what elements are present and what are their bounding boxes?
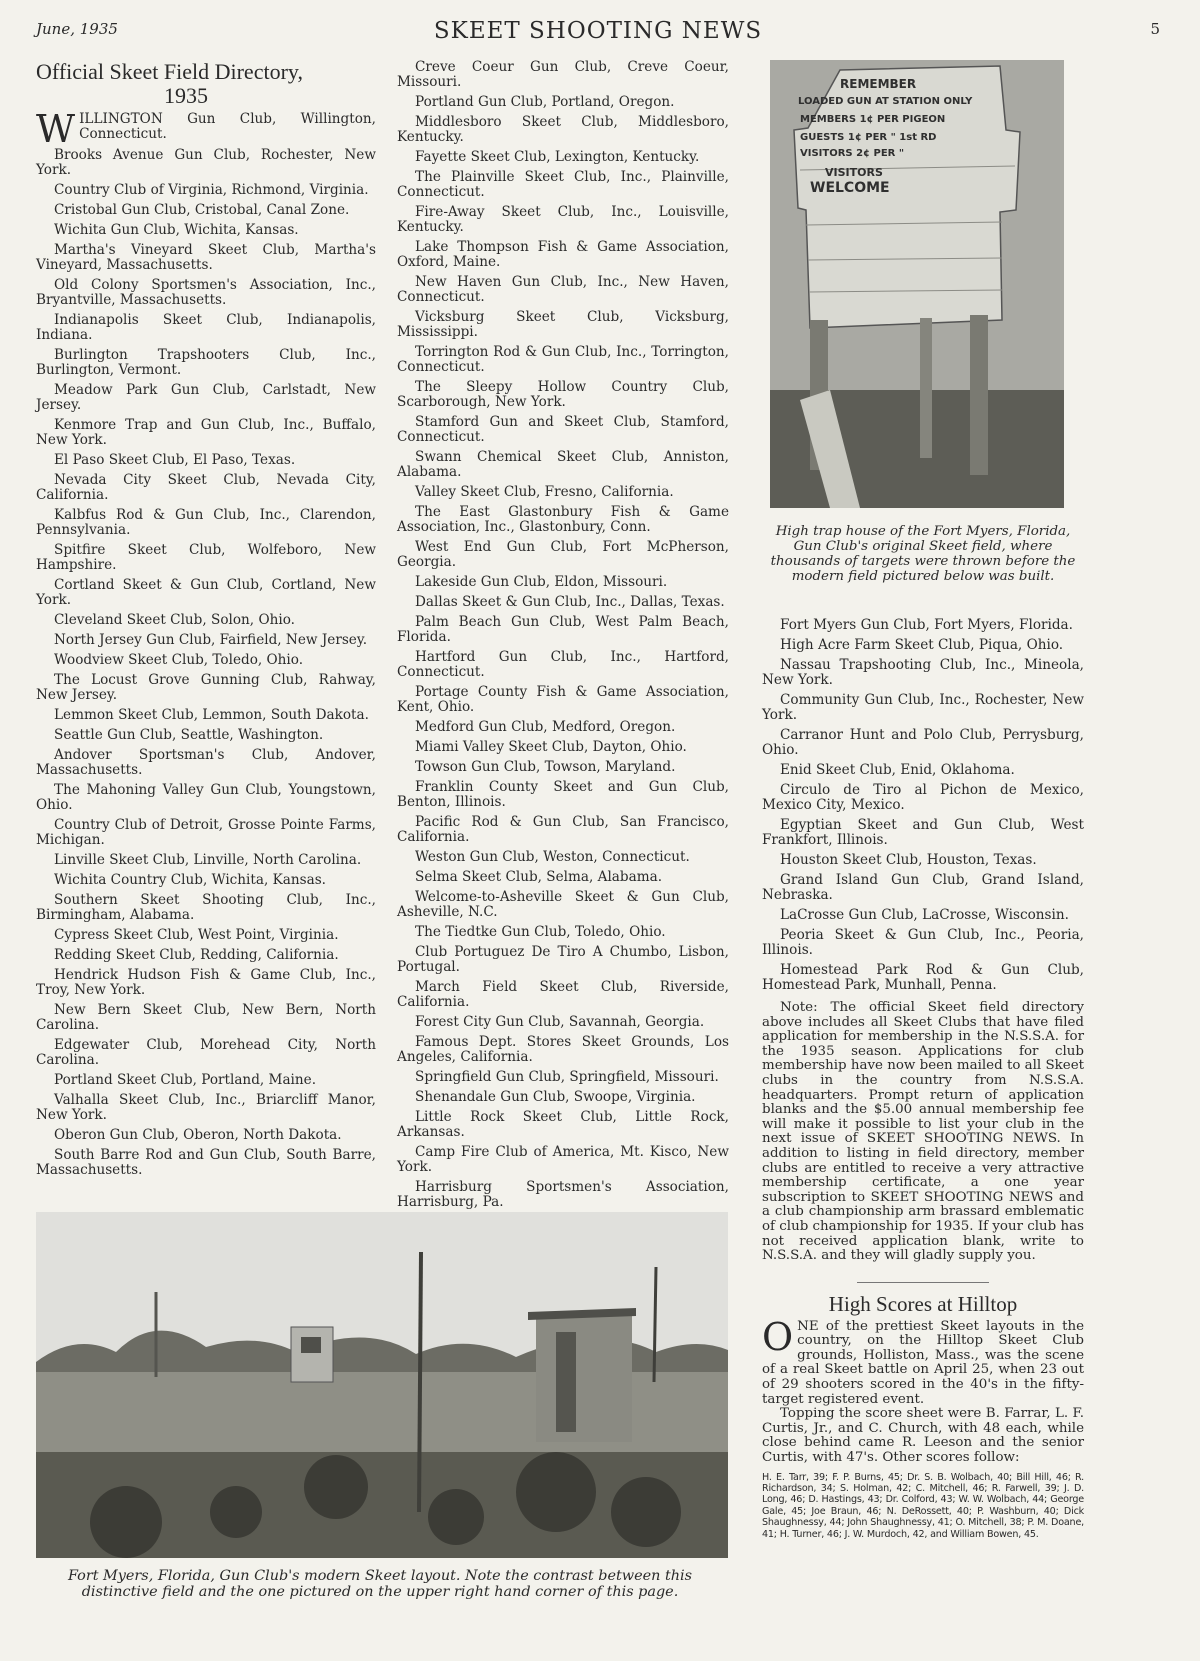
directory-entry: Selma Skeet Club, Selma, Alabama. (415, 869, 663, 885)
directory-entry: The Tiedtke Gun Club, Toledo, Ohio. (415, 924, 666, 940)
directory-entry: The Locust Grove Gunning Club, Rahway, New Jersey. (36, 672, 376, 703)
sign-line-4: GUESTS 1¢ PER " 1st RD (800, 132, 937, 143)
directory-entry: The Mahoning Valley Gun Club, Youngstown, Ohio. (36, 782, 376, 813)
directory-entry: Valley Skeet Club, Fresno, California. (415, 484, 674, 500)
directory-entry: Medford Gun Club, Medford, Oregon. (415, 719, 676, 735)
high-scores-title: High Scores at Hilltop (828, 1291, 1018, 1316)
directory-entry: El Paso Skeet Club, El Paso, Texas. (54, 452, 296, 468)
directory-entry: Burlington Trapshooters Club, Inc., Burlington, Vermont. (36, 347, 376, 378)
directory-entry: Welcome-to-Asheville Skeet & Gun Club, Asheville, N.C. (397, 889, 729, 920)
high-scores-paragraph-1 (762, 1314, 1084, 1408)
directory-entry: Hartford Gun Club, Inc., Hartford, Connecticut. (397, 649, 729, 680)
directory-entry: Cortland Skeet & Gun Club, Cortland, New York. (36, 577, 376, 608)
sign-line-6: VISITORS (825, 166, 883, 179)
directory-entry: Redding Skeet Club, Redding, California. (54, 947, 339, 963)
directory-entry: Southern Skeet Shooting Club, Inc., Birmingham, Alabama. (36, 892, 376, 923)
skeet-layout-caption-line-1: Fort Myers, Florida, Gun Club's modern Skeet layout. Note the contrast between this (67, 1568, 693, 1584)
directory-entry: Forest City Gun Club, Savannah, Georgia. (415, 1014, 705, 1030)
directory-title-year: 1935 (164, 83, 208, 108)
sign-line-2: LOADED GUN AT STATION ONLY (798, 96, 973, 107)
high-scores-drop-cap: O (762, 1314, 794, 1359)
skeet-layout-photo (36, 1212, 728, 1558)
directory-entry: Vicksburg Skeet Club, Vicksburg, Mississippi. (397, 309, 729, 340)
directory-entry: Grand Island Gun Club, Grand Island, Nebraska. (762, 872, 1084, 903)
directory-entry: Stamford Gun and Skeet Club, Stamford, Connecticut. (397, 414, 729, 445)
directory-entry: Enid Skeet Club, Enid, Oklahoma. (780, 762, 1015, 778)
sign-line-7: WELCOME (810, 180, 890, 196)
skeet-layout-illustration (36, 1212, 728, 1558)
directory-entry: Torrington Rod & Gun Club, Inc., Torrington, Connecticut. (397, 344, 729, 375)
directory-entry: Cypress Skeet Club, West Point, Virginia. (54, 927, 339, 943)
scores-list: H. E. Tarr, 39; F. P. Burns, 45; Dr. S. B. Wolbach, 40; Bill Hill, 46; R. Richardson, 34; S. Holman, 42; C. Mitchell, 46; R. Farwell, 39; J. D. Long, 46; D. Hastings, 43; Dr. Colford, 43; W. W. Wolbach, 44; George Gale, 45; Joe Braun, 46; N. DeRossett, 40; P. Washburn, 40; Dick Shaughnessy, 44; John Shaughnessy, 41; O. Mitchell, 38; P. M. Doane, 41; H. Turner, 46; J. W. Murdoch, 42, and William Bowen, 45. (762, 1471, 1084, 1540)
directory-entry: Little Rock Skeet Club, Little Rock, Arkansas. (397, 1109, 729, 1140)
directory-entry: North Jersey Gun Club, Fairfield, New Jersey. (54, 632, 368, 648)
directory-entry: LaCrosse Gun Club, LaCrosse, Wisconsin. (780, 907, 1069, 923)
directory-entry: Shenandale Gun Club, Swoope, Virginia. (415, 1089, 696, 1105)
directory-entry: The Sleepy Hollow Country Club, Scarborough, New York. (397, 379, 729, 410)
sign-line-3: MEMBERS 1¢ PER PIGEON (800, 114, 946, 125)
directory-entry: Portage County Fish & Game Association, Kent, Ohio. (397, 684, 729, 715)
directory-entry: Circulo de Tiro al Pichon de Mexico, Mexico City, Mexico. (762, 782, 1084, 813)
high-scores-paragraph-2: Topping the score sheet were B. Farrar, L. F. Curtis, Jr., and C. Church, with 48 each, while close behind came R. Leeson and the senior Curtis, with 47's. Other scores follow: (762, 1406, 1084, 1466)
directory-entry: Valhalla Skeet Club, Inc., Briarcliff Manor, New York. (36, 1092, 376, 1123)
directory-list-2 (397, 60, 729, 1210)
directory-entry: Meadow Park Gun Club, Carlstadt, New Jersey. (36, 382, 376, 413)
sign-line-1: REMEMBER (840, 77, 917, 91)
directory-entry: Cleveland Skeet Club, Solon, Ohio. (54, 612, 295, 628)
directory-entry: Hendrick Hudson Fish & Game Club, Inc., Troy, New York. (36, 967, 376, 998)
directory-entry: Nassau Trapshooting Club, Inc., Mineola, New York. (762, 657, 1084, 688)
directory-list-3 (762, 618, 1084, 993)
directory-entry: Seattle Gun Club, Seattle, Washington. (54, 727, 324, 743)
directory-entry: Martha's Vineyard Skeet Club, Martha's Vineyard, Massachusetts. (36, 242, 376, 273)
high-scores-p1-text: NE of the prettiest Skeet layouts in the country, on the Hilltop Skeet Club grounds, Holliston, Mass., was the scene of a real Skeet battle on April 25, when 23 out of 29 shooters scored in the 40's in the fifty-target registered event. (762, 1318, 1084, 1407)
directory-entry: Wichita Country Club, Wichita, Kansas. (54, 872, 326, 888)
directory-entry: Community Gun Club, Inc., Rochester, New York. (762, 692, 1084, 723)
directory-entry: Nevada City Skeet Club, Nevada City, California. (36, 472, 376, 503)
directory-entry: Club Portuguez De Tiro A Chumbo, Lisbon, Portugal. (397, 944, 729, 975)
directory-entry: Pacific Rod & Gun Club, San Francisco, California. (397, 814, 729, 845)
directory-entry: Andover Sportsman's Club, Andover, Massachusetts. (36, 747, 376, 778)
directory-entry: Famous Dept. Stores Skeet Grounds, Los Angeles, California. (397, 1034, 729, 1065)
directory-entry: Fort Myers Gun Club, Fort Myers, Florida. (780, 617, 1073, 633)
directory-first-entry (36, 107, 376, 151)
directory-entry: Old Colony Sportsmen's Association, Inc., Bryantville, Massachusetts. (36, 277, 376, 308)
skeet-layout-caption-line-2: distinctive field and the one pictured on the upper right hand corner of this page. (81, 1584, 679, 1600)
directory-entry: Portland Gun Club, Portland, Oregon. (415, 94, 675, 110)
directory-entry: Palm Beach Gun Club, West Palm Beach, Florida. (397, 614, 729, 645)
directory-note: Note: The official Skeet field directory above includes all Skeet Clubs that have filed application for membership in the N.S.S.A. for the 1935 season. Applications for club membership have now been mailed to all Skeet clubs in the country from N.S.S.A. headquarters. Prompt return of application blanks and the $5.00 annual membership fee will make it possible to list your club in the next issue of SKEET SHOOTING NEWS. In addition to listing in field directory, member clubs are entitled to receive a very attractive membership certificate, a one year subscription to SKEET SHOOTING NEWS and a club championship arm brassard emblematic of club championship for 1935. If your club has not received application blank, write to N.S.S.A. and they will gladly supply you. (762, 1000, 1084, 1264)
directory-entry: Swann Chemical Skeet Club, Anniston, Alabama. (397, 449, 729, 480)
directory-entry: The East Glastonbury Fish & Game Association, Inc., Glastonbury, Conn. (397, 504, 729, 535)
directory-column-3 (762, 618, 1084, 1550)
directory-title-line1: Official Skeet Field Directory, (36, 59, 303, 84)
trap-house-illustration (770, 60, 1064, 508)
directory-entry: Peoria Skeet & Gun Club, Inc., Peoria, Illinois. (762, 927, 1084, 958)
directory-entry: Kenmore Trap and Gun Club, Inc., Buffalo, New York. (36, 417, 376, 448)
directory-entry: Indianapolis Skeet Club, Indianapolis, Indiana. (36, 312, 376, 343)
directory-entry: Oberon Gun Club, Oberon, North Dakota. (54, 1127, 342, 1143)
issue-date: June, 1935 (36, 20, 118, 38)
directory-entry: Carranor Hunt and Polo Club, Perrysburg, Ohio. (762, 727, 1084, 758)
directory-entry: Fire-Away Skeet Club, Inc., Louisville, Kentucky. (397, 204, 729, 235)
first-entry-text: ILLINGTON Gun Club, Willington, Connecticut. (79, 111, 376, 142)
directory-entry: Country Club of Detroit, Grosse Pointe Farms, Michigan. (36, 817, 376, 848)
directory-entry: Egyptian Skeet and Gun Club, West Frankfort, Illinois. (762, 817, 1084, 848)
directory-entry: Lemmon Skeet Club, Lemmon, South Dakota. (54, 707, 369, 723)
directory-entry: Towson Gun Club, Towson, Maryland. (415, 759, 676, 775)
directory-entry: Miami Valley Skeet Club, Dayton, Ohio. (415, 739, 687, 755)
directory-entry: West End Gun Club, Fort McPherson, Georgia. (397, 539, 729, 570)
directory-entry: Camp Fire Club of America, Mt. Kisco, New York. (397, 1144, 729, 1175)
magazine-title: SKEET SHOOTING NEWS (433, 18, 763, 44)
directory-entry: Spitfire Skeet Club, Wolfeboro, New Hampshire. (36, 542, 376, 573)
directory-entry: Springfield Gun Club, Springfield, Missouri. (415, 1069, 719, 1085)
directory-entry: Brooks Avenue Gun Club, Rochester, New York. (36, 147, 376, 178)
skeet-layout-caption (30, 1568, 730, 1600)
directory-entry: Edgewater Club, Morehead City, North Carolina. (36, 1037, 376, 1068)
sign-line-5: VISITORS 2¢ PER " (800, 148, 905, 159)
directory-entry: Houston Skeet Club, Houston, Texas. (780, 852, 1037, 868)
page-number: 5 (1150, 20, 1160, 38)
directory-entry: Weston Gun Club, Weston, Connecticut. (415, 849, 690, 865)
directory-entry: Dallas Skeet & Gun Club, Inc., Dallas, Texas. (415, 594, 725, 610)
directory-entry: Linville Skeet Club, Linville, North Carolina. (54, 852, 362, 868)
directory-entry: New Haven Gun Club, Inc., New Haven, Connecticut. (397, 274, 729, 305)
directory-list-1 (36, 148, 376, 1178)
directory-column-2 (397, 60, 729, 1215)
directory-column-1 (36, 60, 376, 1183)
directory-entry: Kalbfus Rod & Gun Club, Inc., Clarendon, Pennsylvania. (36, 507, 376, 538)
trap-house-photo (770, 60, 1064, 508)
directory-entry: Homestead Park Rod & Gun Club, Homestead Park, Munhall, Penna. (762, 962, 1084, 993)
directory-entry: Cristobal Gun Club, Cristobal, Canal Zone. (54, 202, 350, 218)
trap-house-caption: High trap house of the Fort Myers, Florida, Gun Club's original Skeet field, where thousands of targets were thrown before the modern field pictured below was built. (770, 524, 1076, 584)
directory-entry: New Bern Skeet Club, New Bern, North Carolina. (36, 1002, 376, 1033)
directory-entry: Harrisburg Sportsmen's Association, Harrisburg, Pa. (397, 1179, 729, 1210)
directory-entry: Lakeside Gun Club, Eldon, Missouri. (415, 574, 668, 590)
directory-entry: Country Club of Virginia, Richmond, Virginia. (54, 182, 369, 198)
directory-entry: Creve Coeur Gun Club, Creve Coeur, Missouri. (397, 59, 729, 90)
directory-title (36, 60, 376, 108)
directory-entry: Portland Skeet Club, Portland, Maine. (54, 1072, 317, 1088)
directory-entry: South Barre Rod and Gun Club, South Barre, Massachusetts. (36, 1147, 376, 1178)
directory-entry: Franklin County Skeet and Gun Club, Benton, Illinois. (397, 779, 729, 810)
directory-entry: Woodview Skeet Club, Toledo, Ohio. (54, 652, 304, 668)
directory-entry: March Field Skeet Club, Riverside, California. (397, 979, 729, 1010)
directory-entry: High Acre Farm Skeet Club, Piqua, Ohio. (780, 637, 1064, 653)
drop-cap: W (36, 107, 76, 151)
section-divider (857, 1282, 989, 1283)
page-header (36, 18, 1160, 48)
directory-entry: The Plainville Skeet Club, Inc., Plainville, Connecticut. (397, 169, 729, 200)
directory-entry: Lake Thompson Fish & Game Association, Oxford, Maine. (397, 239, 729, 270)
directory-entry: Middlesboro Skeet Club, Middlesboro, Kentucky. (397, 114, 729, 145)
directory-entry: Wichita Gun Club, Wichita, Kansas. (54, 222, 299, 238)
directory-entry: Fayette Skeet Club, Lexington, Kentucky. (415, 149, 700, 165)
